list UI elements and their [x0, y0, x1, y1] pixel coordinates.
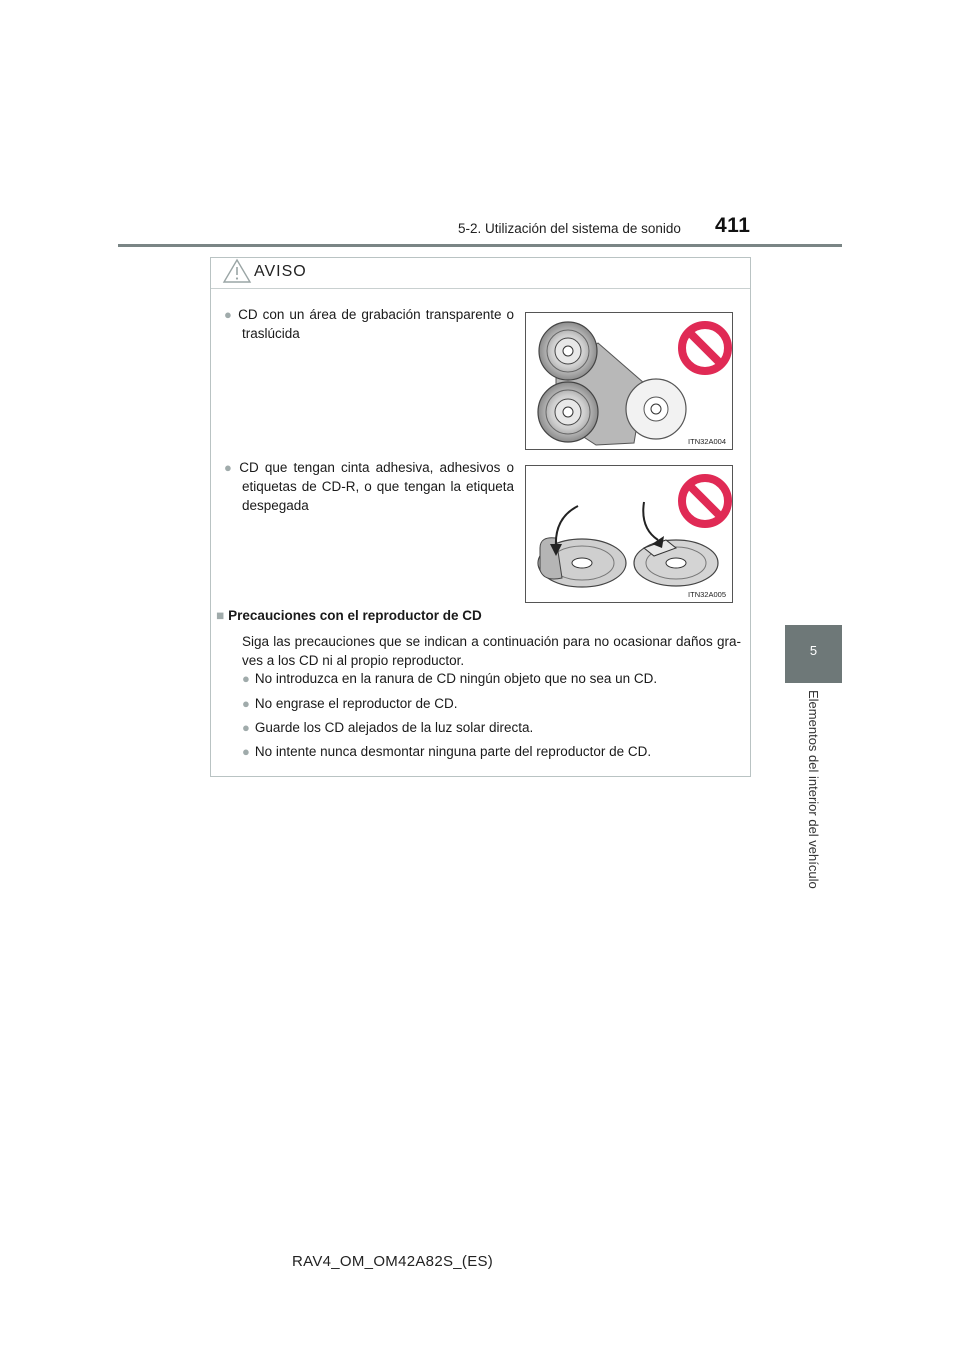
warning-triangle-icon: [222, 258, 252, 284]
bullet-circle-icon: ●: [224, 460, 235, 475]
precaution-item: [242, 696, 457, 711]
warning-item: [224, 305, 514, 343]
chapter-number: 5: [809, 643, 818, 658]
cd-illustration: [526, 313, 732, 449]
figure-transparent-cd: [525, 312, 733, 450]
figure-code: ITN32A005: [688, 590, 726, 599]
precaution-text: No introduzca en la ranura de CD ningún objeto que no sea un CD.: [254, 671, 658, 686]
precaution-item: [242, 671, 657, 686]
bullet-circle-icon: ●: [242, 671, 250, 686]
header-section-title: 5-2. Utilización del sistema de sonido: [458, 221, 681, 236]
figure-code: ITN32A004: [688, 437, 726, 446]
bullet-circle-icon: ●: [242, 696, 250, 711]
bullet-square-icon: ■: [216, 608, 225, 623]
warning-item: [224, 458, 514, 515]
warning-header-rule: [211, 288, 750, 289]
precaution-text: No intente nunca desmontar ninguna parte del reproductor de CD.: [254, 744, 652, 759]
prohibition-icon: [682, 478, 728, 524]
bullet-circle-icon: ●: [242, 744, 250, 759]
precaution-text: No engrase el reproductor de CD.: [254, 696, 458, 711]
bullet-circle-icon: ●: [242, 720, 250, 735]
precaution-text: Guarde los CD alejados de la luz solar directa.: [254, 720, 534, 735]
figure-labeled-cd: [525, 465, 733, 603]
precaution-item: [242, 744, 651, 759]
warning-title: AVISO: [254, 263, 307, 280]
cd-label-illustration: [526, 466, 732, 602]
warning-item-text: CD con un área de grabación transparente o traslúcida: [238, 307, 514, 341]
chapter-title-wrap: [785, 690, 842, 900]
section-body: Siga las precauciones que se indican a continuación para no ocasionar daños gra-ves a los CD ni al propio reproductor.: [242, 634, 741, 668]
page-number: 411: [715, 214, 751, 237]
header-rule: [118, 244, 842, 247]
section-heading-text: Precauciones con el reproductor de CD: [228, 608, 482, 623]
precaution-item: [242, 720, 533, 735]
prohibition-icon: [682, 325, 728, 371]
warning-item-text: CD que tengan cinta adhesiva, adhesivos o etiquetas de CD-R, o que tengan la etiqueta despegada: [239, 460, 514, 513]
chapter-title: Elementos del interior del vehículo: [806, 690, 821, 889]
bullet-circle-icon: ●: [224, 307, 234, 322]
section-heading: [216, 608, 482, 623]
document-code: RAV4_OM_OM42A82S_(ES): [292, 1253, 494, 1270]
